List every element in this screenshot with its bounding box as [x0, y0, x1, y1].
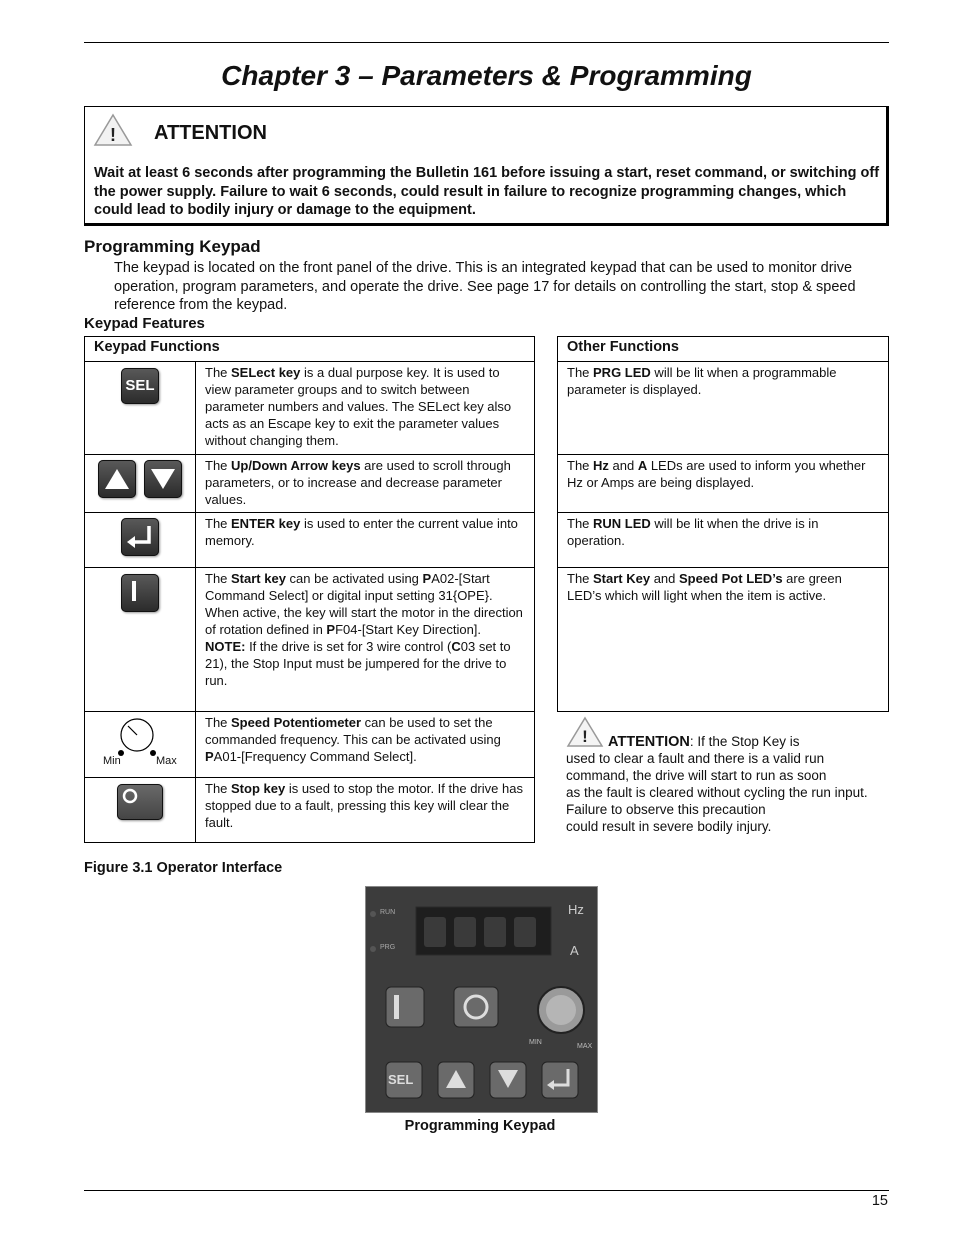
other-functions-table [557, 336, 889, 712]
photo-label-prg: PRG [380, 944, 396, 951]
icon-cell [85, 778, 196, 843]
icon-cell [85, 362, 196, 455]
text: The [205, 365, 232, 380]
attention-line-5: Failure to observe this precaution [566, 802, 766, 817]
attention-line-4: as the fault is cleared without cycling the run input. [566, 785, 868, 800]
start-key-term: Start key [231, 571, 286, 586]
photo-sel-label: SEL [388, 1072, 414, 1087]
arrow-keys-description [196, 455, 535, 513]
text: The [567, 516, 594, 531]
text: F04-[Start Key Direction]. [335, 622, 482, 637]
table-row [85, 712, 535, 778]
a-term: A [637, 458, 648, 473]
text: LEDs are used to inform you whether Hz or Amps are being displayed. [567, 458, 866, 490]
hz-a-led-description [558, 455, 889, 513]
keypad-features-heading: Keypad Features [84, 315, 205, 332]
text: can be activated using [285, 571, 423, 586]
text: The [205, 458, 232, 473]
page-number: 15 [871, 1193, 888, 1209]
select-key-term: SELect key [231, 365, 301, 380]
text: The [567, 458, 594, 473]
table-row [558, 513, 889, 568]
attention-line-1 [566, 716, 886, 750]
text: The [205, 715, 232, 730]
speed-pot-leds-term: Speed Pot LED’s [679, 571, 783, 586]
stop-key-attention-note [566, 716, 886, 835]
photo-label-min: MIN [529, 1039, 542, 1046]
attention-text: Wait at least 6 seconds after programming the Bulletin 161 before issuing a start, reset command, or switching off the power supply. Failure to wait 6 seconds, could result in failure to recognize programming changes, which could lead to bodily injury or damage to the equipment. [94, 165, 880, 218]
bottom-rule [84, 1190, 889, 1191]
text: and [650, 571, 680, 586]
arrow-keys-term: Up/Down Arrow keys [231, 458, 361, 473]
run-led-term: RUN LED [593, 516, 651, 531]
figure-caption: Figure 3.1 Operator Interface [84, 860, 283, 876]
speed-pot-description [196, 712, 535, 778]
speed-pot-term: Speed Potentiometer [231, 715, 362, 730]
keypad-functions-header: Keypad Functions [85, 337, 535, 362]
text: The [567, 365, 594, 380]
text: The [567, 571, 594, 586]
text: is a dual purpose key. It is used to view parameter groups and to switch between parameter numbers and values. The SELect key also acts as an Escape key to exit the parameter values without changing them. [205, 365, 512, 448]
text: The [205, 781, 232, 796]
text: The [205, 516, 232, 531]
text: is used to stop the motor. If the drive has stopped due to a fault, pressing this key will clear the fault. [205, 781, 523, 830]
warning-triangle-icon [93, 113, 133, 147]
table-row [558, 455, 889, 513]
up-arrow-key-icon [98, 460, 136, 498]
photo-caption: Programming Keypad [404, 1118, 556, 1134]
photo-label-hz: Hz [568, 902, 584, 917]
svg-text:!: ! [110, 125, 116, 145]
stop-key-description [196, 778, 535, 843]
attention-line-3: command, the drive will start to run as soon [566, 768, 827, 783]
pot-max-label: Max [156, 755, 177, 767]
sel-key-icon [121, 368, 159, 404]
svg-text:!: ! [582, 727, 588, 746]
attention-label: ATTENTION [608, 734, 690, 750]
start-key-icon [121, 574, 159, 612]
table-row [558, 362, 889, 455]
text: The [205, 571, 232, 586]
chapter-title: Chapter 3 – Parameters & Programming [221, 60, 752, 91]
hz-term: Hz [593, 458, 609, 473]
programming-keypad-heading: Programming Keypad [84, 237, 261, 256]
text: can be used to set the commanded frequency. This can be activated using [205, 715, 501, 747]
keypad-functions-table [84, 336, 535, 843]
text: will be lit when a programmable parameter is displayed. [567, 365, 837, 397]
run-led-description [558, 513, 889, 568]
prg-led-description [558, 362, 889, 455]
table-row [85, 513, 535, 568]
enter-key-term: ENTER key [231, 516, 301, 531]
photo-label-run: RUN [380, 909, 396, 916]
text: and [608, 458, 638, 473]
enter-key-description [196, 513, 535, 568]
other-functions-header: Other Functions [558, 337, 889, 362]
text: are green LED’s which will light when the item is active. [567, 571, 842, 603]
icon-cell [85, 712, 196, 778]
note-label: NOTE: [205, 639, 246, 654]
stop-key-icon [117, 784, 163, 820]
programming-keypad-paragraph: The keypad is located on the front panel of the drive. This is an integrated keypad that can be used to monitor drive operation, program parameters, and operate the drive. See page 17 for details on controlling the start, stop & speed reference from the keypad. [114, 260, 856, 313]
stop-key-term: Stop key [231, 781, 286, 796]
top-rule [84, 42, 889, 43]
text: are used to scroll through parameters, or to increase and decrease parameter values. [205, 458, 511, 507]
text: : If the Stop Key is [689, 734, 800, 749]
pot-min-label: Min [103, 755, 121, 767]
text: C [451, 639, 461, 654]
attention-heading: ATTENTION [154, 122, 267, 144]
text: 03 set to 21), the Stop Input must be jumpered for the drive to run. [205, 639, 511, 688]
enter-key-icon [121, 518, 159, 556]
table-row [85, 455, 535, 513]
warning-triangle-icon [566, 716, 604, 748]
icon-cell [85, 455, 196, 513]
start-key-description [196, 568, 535, 712]
icon-cell [85, 568, 196, 712]
table-row [85, 568, 535, 712]
green-leds-description [558, 568, 889, 712]
select-key-description [196, 362, 535, 455]
text: If the drive is set for 3 wire control ( [245, 639, 452, 654]
sel-key-label: SEL [125, 377, 155, 394]
text: is used to enter the current value into memory. [205, 516, 518, 548]
prg-led-term: PRG LED [593, 365, 651, 380]
start-key-term: Start Key [593, 571, 651, 586]
text: P [205, 749, 214, 764]
attention-line-6: could result in severe bodily injury. [566, 819, 772, 834]
table-row [558, 568, 889, 712]
table-row [85, 362, 535, 455]
text: P [422, 571, 432, 586]
table-row [85, 778, 535, 843]
text: will be lit when the drive is in operation. [567, 516, 819, 548]
text: A02-[Start Command Select] or digital input setting 31{OPE}. When active, the key will start the motor in the direction of rotation defined in [205, 571, 523, 637]
attention-line-2: used to clear a fault and there is a valid run [566, 751, 825, 766]
programming-keypad-photo [365, 886, 598, 1113]
photo-label-a: A [570, 943, 579, 958]
photo-label-max: MAX [577, 1043, 593, 1050]
down-arrow-key-icon [144, 460, 182, 498]
attention-box [84, 106, 889, 226]
icon-cell [85, 513, 196, 568]
text: P [326, 622, 336, 637]
text: A01-[Frequency Command Select]. [213, 749, 417, 764]
